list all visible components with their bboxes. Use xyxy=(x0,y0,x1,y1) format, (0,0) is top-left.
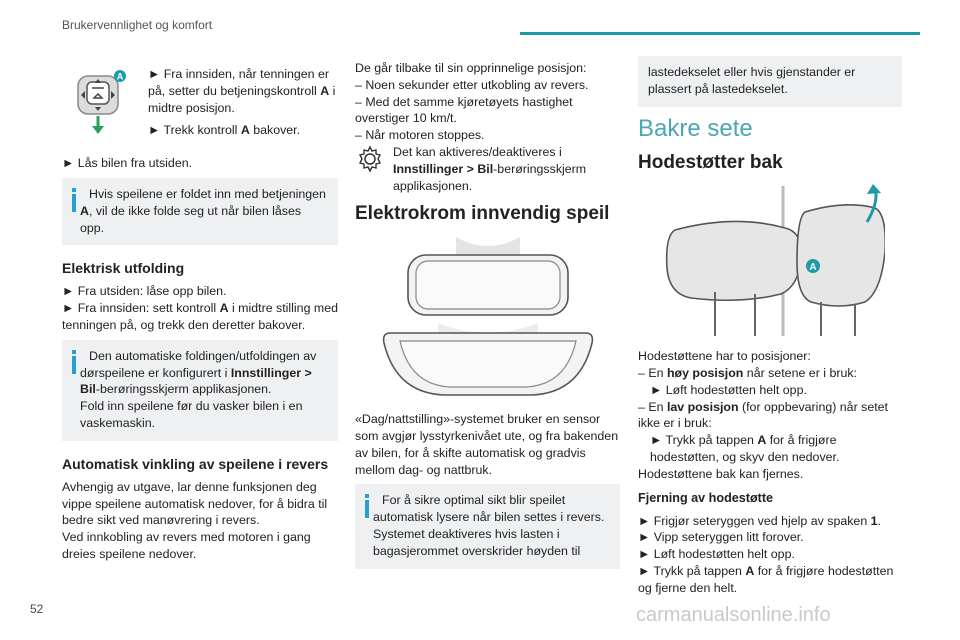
info-note-auto-fold: Den automatiske foldingen/utfoldingen av dørspeilene er konfigurert i Innstillinger > Bil-berøringsskjerm applikasjonen. Fold inn speilene før du vasker bilen i en vaskemaskin. xyxy=(62,340,338,441)
info-icon xyxy=(69,188,79,212)
heading-auto-tilt: Automatisk vinkling av speilene i revers xyxy=(62,455,329,472)
removable-text: Hodestøttene bak kan fjernes. xyxy=(638,466,804,481)
auto-tilt-text-1: Avhengig av utgave, lar denne funksjonen deg vippe speilene automatisk nedover, for å bidra til bedre sikt ved manøvrering i revers. xyxy=(62,479,328,528)
return-item-3: – Når motoren stoppes. xyxy=(355,128,485,143)
info-icon xyxy=(69,350,79,374)
remove-step-4: ► Trykk på tappen A for å frigjøre hodestøtten og fjerne den helt. xyxy=(638,563,894,595)
positions-intro: Hodestøttene har to posisjoner: xyxy=(638,349,811,364)
column-2 xyxy=(355,52,620,581)
watermark: carmanualsonline.info xyxy=(636,604,831,626)
mirror-control-block xyxy=(62,66,338,145)
remove-step-3: ► Løft hodestøtten helt opp. xyxy=(638,547,795,562)
heading-rear-headrests: Hodestøtter bak xyxy=(638,152,783,174)
return-intro: De går tilbake til sin opprinnelige posisjon: xyxy=(355,61,587,75)
interior-mirror-illustration xyxy=(368,233,608,403)
heading-electric-unfold: Elektrisk utfolding xyxy=(62,260,185,277)
return-item-2: – Med det samme kjøretøyets hastighet overstiger 10 km/t. xyxy=(355,94,573,126)
ctrl-step-2: ► Trekk kontroll A bakover. xyxy=(148,123,301,138)
position-high-step: ► Løft hodestøtten helt opp. xyxy=(650,382,807,397)
page-header-title: Brukervennlighet og komfort xyxy=(62,18,213,32)
header-accent-bar xyxy=(520,32,920,35)
remove-step-2: ► Vipp seteryggen litt forover. xyxy=(638,530,804,545)
position-low-step: ► Trykk på tappen A for å frigjøre hodestøtten, og skyv den nedover. xyxy=(650,433,840,464)
heading-remove-headrest: Fjerning av hodestøtte xyxy=(638,490,774,505)
position-high: – En høy posisjon når setene er i bruk: xyxy=(638,365,857,380)
ctrl-step-1: ► Fra innsiden, når tenningen er på, setter du betjeningskontroll A i midtre posisjon. xyxy=(148,67,336,115)
heading-electrochrome-mirror: Elektrokrom innvendig speil xyxy=(355,203,610,225)
figure-label-a: A xyxy=(809,262,817,274)
return-item-1: – Noen sekunder etter utkobling av revers. xyxy=(355,77,589,92)
column-1 xyxy=(62,52,338,569)
mirror-control-icon xyxy=(62,66,148,145)
info-note-fold: Hvis speilene er foldet inn med betjeningen A, vil de ikke folde seg ut når bilen låses opp. xyxy=(62,178,338,245)
mirror-description: «Dag/nattstilling»-systemet bruker en sensor som avgjør lysstyrkenivået ute, og fra bakenden av bilen, for å skifte automatisk og gradvis mellom dag- og nattbruk. xyxy=(355,412,619,477)
gear-note: Det kan aktiveres/deaktiveres i Innstillinger > Bil-berøringsskjerm applikasjonen. xyxy=(355,144,620,194)
headrest-illustration xyxy=(655,182,885,338)
info-note-mirror: For å sikre optimal sikt blir speilet automatisk lysere når bilen settes i revers. Systemet deaktiveres hvis lasten i bagasjerommet overskrider høyden til xyxy=(355,484,620,568)
position-low: – En lav posisjon (for oppbevaring) når setet ikke er i bruk: xyxy=(638,399,889,431)
svg-text:A: A xyxy=(116,71,124,82)
heading-rear-seat: Bakre sete xyxy=(638,114,753,142)
column-3 xyxy=(638,52,902,597)
lock-step: ► Lås bilen fra utsiden. xyxy=(62,156,193,171)
page-number: 52 xyxy=(30,602,44,616)
auto-tilt-text-2: Ved innkobling av revers med motoren i gang dreies speilene nedover. xyxy=(62,530,311,561)
electric-step-1: ► Fra utsiden: låse opp bilen. xyxy=(62,284,227,299)
info-note-continued: lastedekselet eller hvis gjenstander er plassert på lastedekselet. xyxy=(638,56,902,107)
info-icon xyxy=(362,494,372,518)
remove-step-1: ► Frigjør seteryggen ved hjelp av spaken 1. xyxy=(638,513,882,528)
gear-icon xyxy=(355,144,393,194)
electric-step-2: ► Fra innsiden: sett kontroll A i midtre stilling med tenningen på, og trekk den deretter bakover. xyxy=(62,301,339,332)
